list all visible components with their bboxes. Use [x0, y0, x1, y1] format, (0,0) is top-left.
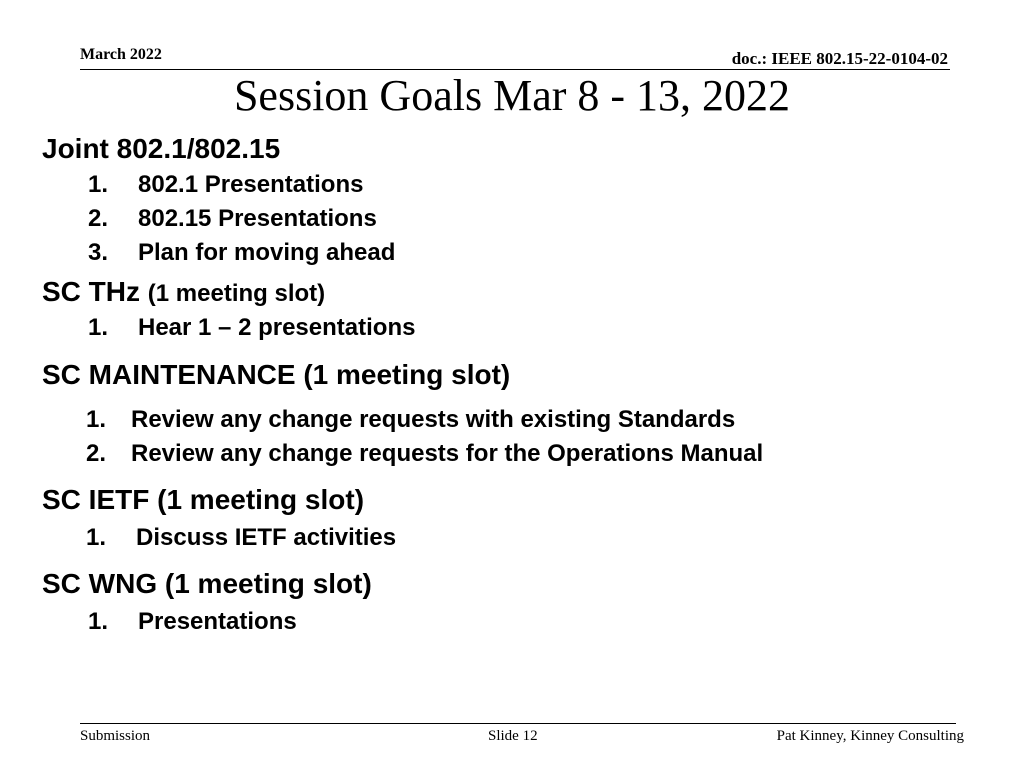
header-date: March 2022	[80, 46, 162, 63]
header-divider	[80, 69, 950, 70]
section-heading-text: SC IETF (1 meeting slot)	[42, 484, 365, 515]
footer-slide-number: Slide 12	[488, 728, 538, 744]
list-item-number: 1.	[86, 524, 107, 551]
section-heading-sc-wng	[42, 568, 372, 600]
list-item-number: 1.	[88, 608, 109, 635]
list-item-text: Presentations	[138, 608, 297, 635]
list-item-text: Discuss IETF activities	[136, 524, 397, 551]
section-heading-text: SC MAINTENANCE (1 meeting slot)	[42, 359, 511, 390]
list-item-text: 802.15 Presentations	[138, 205, 377, 232]
list-item-number: 1.	[88, 314, 109, 341]
footer-submission: Submission	[80, 728, 151, 744]
list-item-text: Plan for moving ahead	[138, 239, 396, 266]
section-heading-sc-maintenance	[42, 359, 510, 391]
list-item-text: Review any change requests for the Operations Manual	[131, 440, 764, 467]
list-item-text: Review any change requests with existing Standards	[131, 406, 736, 433]
list-item-number: 2.	[86, 440, 107, 467]
section-heading-text: SC THz	[42, 276, 140, 307]
footer-divider	[80, 723, 956, 724]
list-item-number: 3.	[88, 239, 109, 266]
section-heading-joint	[42, 133, 280, 165]
list-item-text: Hear 1 – 2 presentations	[138, 314, 416, 341]
list-item-number: 1.	[86, 406, 107, 433]
section-heading-text: SC WNG (1 meeting slot)	[42, 568, 372, 599]
header-doc-id: doc.: IEEE 802.15-22-0104-02	[731, 49, 948, 68]
section-heading-text: Joint 802.1/802.15	[42, 133, 281, 164]
list-item-text: 802.1 Presentations	[138, 171, 364, 198]
section-heading-note: (1 meeting slot)	[147, 280, 326, 307]
section-heading-sc-thz	[42, 276, 325, 308]
footer-author: Pat Kinney, Kinney Consulting	[776, 728, 964, 744]
list-item-number: 2.	[88, 205, 109, 232]
section-heading-sc-ietf	[42, 484, 364, 516]
list-item-number: 1.	[88, 171, 109, 198]
slide-title: Session Goals Mar 8 - 13, 2022	[233, 71, 791, 120]
